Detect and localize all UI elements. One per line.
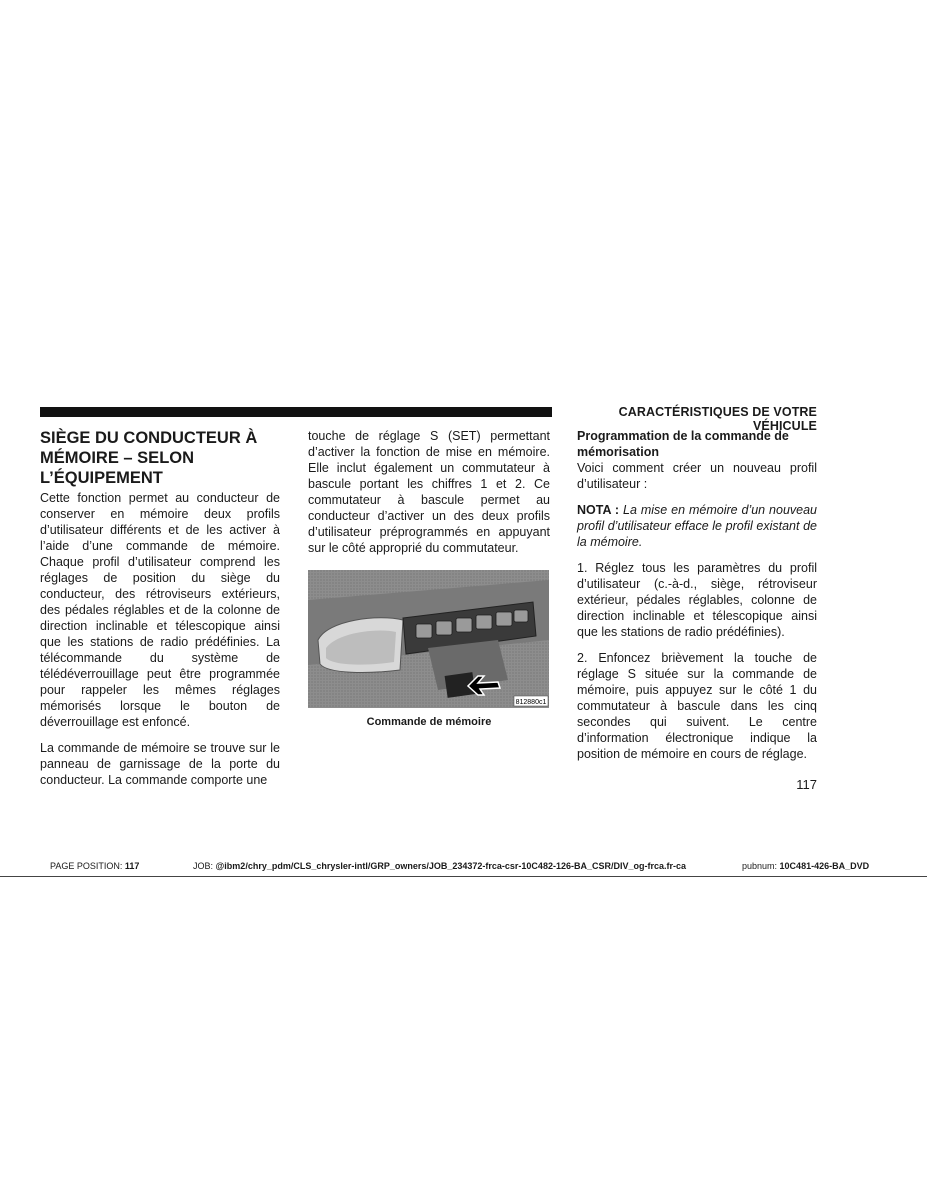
step-2: 2. Enfoncez brièvement la touche de réglage S située sur la commande de mémoire, puis appuyez sur le côté 1 du commutateur à bascule dans les cinq secondes qui suivent. Le centre d’information électronique indique la position de mémoire en cours de réglage.	[577, 651, 817, 761]
footer-page-position	[50, 861, 139, 871]
footer-job-label: JOB:	[193, 861, 214, 871]
column-3	[577, 428, 817, 772]
paragraph-location: La commande de mémoire se trouve sur le panneau de garnissage de la porte du conducteur. La commande comporte une	[40, 741, 280, 787]
footer-page-position-label: PAGE POSITION:	[50, 861, 123, 871]
paragraph-switch: touche de réglage S (SET) permettant d’activer la fonction de mise en mémoire. Elle inclut également un commutateur à bascule portant les chiffres 1 et 2. Ce commutateur à bascule permet au conducteur d’activer un des deux profils d’utilisateur préprogrammés en appuyant sur le côté approprié du commutateur.	[308, 429, 550, 555]
subheading-line-2: mémorisation	[577, 445, 659, 459]
heading-line-1: SIÈGE DU CONDUCTEUR À	[40, 429, 258, 447]
figure-caption: Commande de mémoire	[366, 716, 492, 728]
footer-pubnum	[742, 861, 869, 871]
subheading	[577, 428, 817, 460]
column-2	[308, 428, 550, 728]
page-number: 117	[796, 777, 817, 792]
footer-job	[193, 861, 686, 871]
footer-pubnum-value: 10C481-426-BA_DVD	[779, 861, 870, 871]
note-text: La mise en mémoire d’un nouveau profil d’utilisateur efface le profil existant de la mémoire.	[577, 503, 817, 549]
paragraph-intro: Cette fonction permet au conducteur de conserver en mémoire deux profils d’utilisateur différents et de les activer à l’aide d’une commande de mémoire. Chaque profil d’utilisateur comprend les réglages de position du siège du conducteur, des rétroviseurs extérieurs, des pédales réglables et de la colonne de direction inclinable et télescopique ainsi que les stations de radio prédéfinies. La télécommande du système de télédéverrouillage peut être programmée pour rappeler les mêmes réglages mémorisés lorsque le bouton de déverrouillage est enfoncé.	[40, 491, 280, 729]
note-paragraph	[577, 502, 817, 550]
heading-line-3: L’ÉQUIPEMENT	[40, 469, 163, 487]
footer-rule	[0, 876, 927, 877]
heading-line-2: MÉMOIRE – SELON	[40, 449, 195, 467]
section-title: CARACTÉRISTIQUES DE VOTRE VÉHICULE	[618, 405, 817, 433]
footer-page-position-value: 117	[124, 861, 140, 871]
footer-pubnum-label: pubnum:	[742, 861, 778, 871]
step-1: 1. Réglez tous les paramètres du profil d’utilisateur (c.-à-d., siège, rétroviseur extérieur, pédales réglables, colonne de direction inclinable et télescopique ainsi que les stations de radio prédéfinies).	[577, 561, 817, 639]
door-panel-illustration	[308, 570, 549, 708]
paragraph-instructions-intro: Voici comment créer un nouveau profil d’utilisateur :	[577, 461, 817, 491]
note-label: NOTA :	[577, 503, 620, 517]
subheading-line-1: Programmation de la commande de	[577, 429, 789, 443]
section-header-bar	[40, 407, 552, 417]
column-1	[40, 428, 280, 798]
figure-code: 812880c1	[515, 699, 547, 706]
footer-job-value: @ibm2/chry_pdm/CLS_chrysler-intl/GRP_owners/JOB_234372-frca-csr-10C482-126-BA_CSR/DIV_og-frca.fr-ca	[215, 861, 686, 871]
article-heading	[40, 428, 280, 488]
memory-control-photo	[308, 570, 549, 708]
